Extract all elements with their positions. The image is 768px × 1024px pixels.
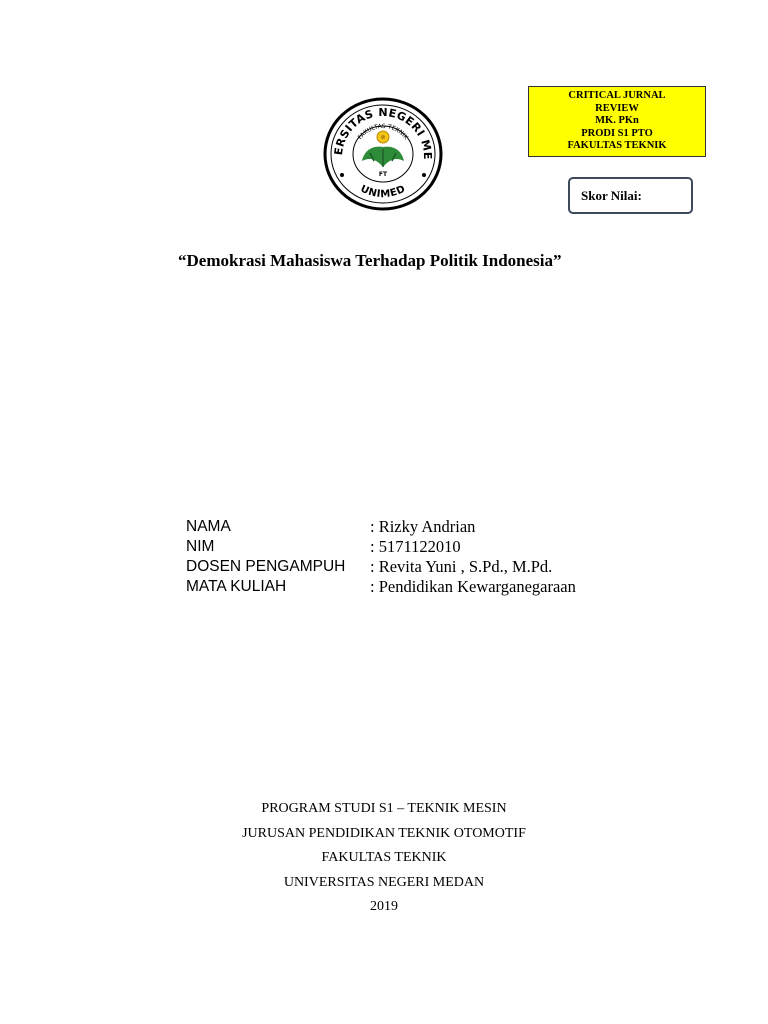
info-label: NAMA <box>186 518 231 535</box>
info-value: : 5171122010 <box>370 537 461 556</box>
info-value: : Revita Yuni , S.Pd., M.Pd. <box>370 557 553 576</box>
footer-department: JURUSAN PENDIDIKAN TEKNIK OTOMOTIF <box>242 825 526 841</box>
info-label: MATA KULIAH <box>186 578 287 595</box>
info-label: DOSEN PENGAMPUH <box>186 558 346 575</box>
svg-text:UNIVERSITAS NEGERI MEDAN: ERSITAS NEGERI ME <box>331 105 435 160</box>
info-row-mata-kuliah <box>186 577 576 597</box>
header-line-4: PRODI S1 PTO <box>581 127 653 139</box>
header-line-5: FAKULTAS TEKNIK <box>567 140 667 152</box>
university-logo <box>320 95 446 213</box>
footer-faculty: FAKULTAS TEKNIK <box>321 850 447 865</box>
unimed-seal-icon <box>320 95 446 213</box>
info-label: NIM <box>186 538 215 555</box>
student-info <box>186 517 576 597</box>
info-row-nim <box>186 537 576 557</box>
svg-text:FAKULTAS TEKNIK: FAKULTAS TEKNIK <box>356 122 410 142</box>
info-row-nama <box>186 517 576 537</box>
info-value: : Pendidikan Kewarganegaraan <box>370 577 576 596</box>
score-box <box>568 177 693 214</box>
svg-text:FT: FT <box>378 171 388 178</box>
institution-footer <box>0 797 768 920</box>
info-value: : Rizky Andrian <box>370 517 476 536</box>
svg-text:UNIMED: UNIMED <box>358 183 408 201</box>
score-label: Skor Nilai: <box>581 188 642 203</box>
footer-year: 2019 <box>370 899 398 914</box>
footer-program: PROGRAM STUDI S1 – TEKNIK MESIN <box>261 801 507 816</box>
footer-university: UNIVERSITAS NEGERI MEDAN <box>283 874 485 890</box>
course-header-box <box>528 86 706 157</box>
document-title: “Demokrasi Mahasiswa Terhadap Politik Indonesia” <box>178 251 562 270</box>
info-row-dosen <box>186 557 576 577</box>
header-line-2: REVIEW <box>595 102 639 114</box>
header-line-1: CRITICAL JURNAL <box>568 90 666 102</box>
header-line-3: MK. PKn <box>595 115 639 127</box>
